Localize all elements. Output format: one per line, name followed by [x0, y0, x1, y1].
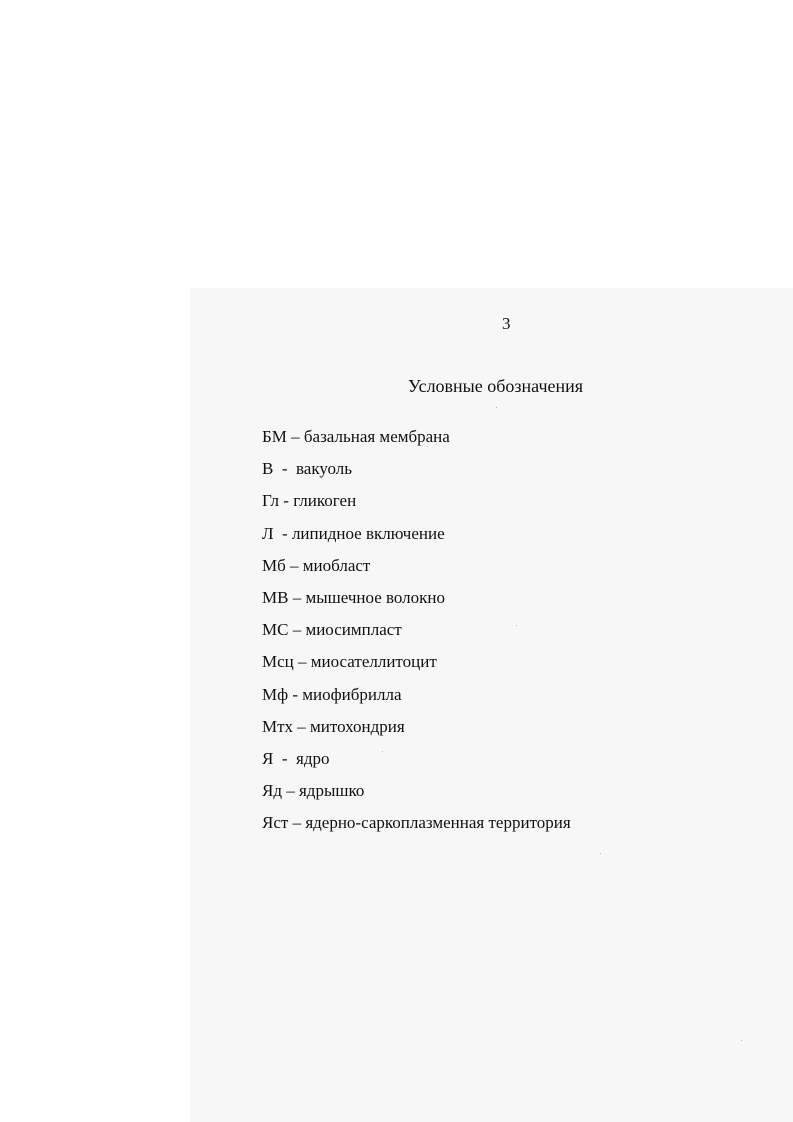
legend-item: Яд – ядрышко	[262, 781, 365, 801]
scan-speck	[382, 751, 383, 752]
legend-item: Я - ядро	[262, 748, 330, 768]
legend-item: Мб – миобласт	[262, 555, 371, 575]
legend-item: БМ – базальная мембрана	[262, 427, 450, 446]
legend-list	[262, 426, 571, 844]
scan-speck	[496, 407, 497, 408]
scan-speck	[741, 1040, 742, 1041]
legend-item: В - вакуоль	[262, 459, 352, 479]
legend-item: МВ – мышечное волокно	[262, 587, 446, 607]
legend-item: Мтх – митохондрия	[262, 716, 405, 736]
scan-speck	[516, 625, 517, 626]
legend-item: Л - липидное включение	[262, 523, 445, 543]
legend-item: Яст – ядерно-саркоплазменная территория	[262, 813, 571, 833]
legend-item: Мф - миофибрилла	[262, 684, 402, 704]
legend-item: Мсц – миосателлитоцит	[262, 652, 437, 672]
scan-speck	[600, 853, 601, 854]
page-number: 3	[502, 314, 511, 333]
legend-item: МС – миосимпласт	[262, 620, 402, 640]
legend-item: Гл - гликоген	[262, 491, 357, 511]
page-title: Условные обозначения	[408, 376, 584, 396]
